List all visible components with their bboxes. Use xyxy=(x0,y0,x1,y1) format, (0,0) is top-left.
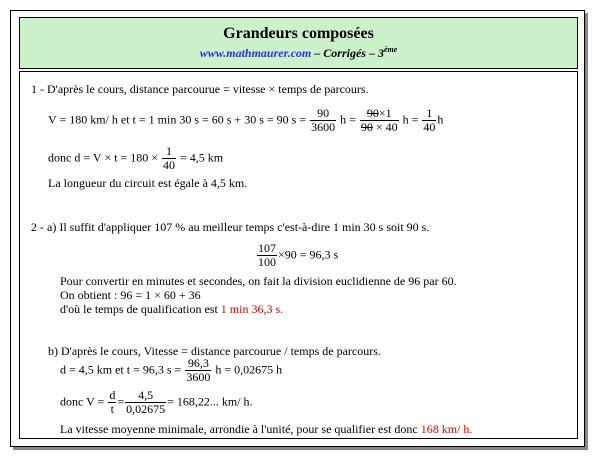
q2b-fraction-1 xyxy=(185,357,211,384)
q2b-f1-num: 96,3 xyxy=(185,357,211,371)
q1-h2: h = xyxy=(402,112,419,127)
q1-fraction-2 xyxy=(360,107,399,134)
q2b-f1-den: 3600 xyxy=(186,370,211,384)
q2a-fraction xyxy=(257,242,277,269)
q2a-f-num: 107 xyxy=(258,241,276,255)
q1-f2-num-rest: ×1 xyxy=(378,106,392,120)
q2a-line3 xyxy=(60,302,283,316)
q1-line2 xyxy=(48,145,223,172)
q1-line1-text: V = 180 km/ h et t = 1 min 30 s = 60 s + 30 s = 90 s = xyxy=(48,112,307,127)
subtitle-corriges: Corrigés – 3 xyxy=(323,46,384,60)
q2a-intro: 2 - a) Il suffit d'appliquer 107 % au meilleur temps c'est-à-dire 1 min 30 s soit 90 s. xyxy=(31,220,430,234)
q1-f2-num-strike: 90 xyxy=(366,106,379,120)
q1-f1-num: 90 xyxy=(310,107,336,121)
q2b-line1-text: d = 4,5 km et t = 96,3 s = xyxy=(60,362,182,377)
q2b-f3-den: 0,02675 xyxy=(126,402,166,416)
q1-h3: h xyxy=(437,112,444,127)
q1-line1 xyxy=(48,107,443,134)
q2b-intro: b) D'après le cours, Vitesse = distance parcourue / temps de parcours. xyxy=(48,344,381,358)
q2b-fraction-2 xyxy=(108,389,116,416)
q2b-f3-num: 4,5 xyxy=(125,389,166,403)
q2b-line3-text: La vitesse moyenne minimale, arrondie à l'unité, pour se qualifier est donc xyxy=(60,422,421,436)
q1-line2-text: donc d = V × t = 180 × xyxy=(48,150,158,165)
solution-box xyxy=(19,71,578,439)
q1-fraction-1 xyxy=(310,107,336,134)
q2b-f2-num: d xyxy=(109,388,116,402)
page-subtitle xyxy=(20,45,577,61)
subtitle-sep: – xyxy=(311,46,324,60)
q2a-line2: On obtient : 96 = 1 × 60 + 36 xyxy=(60,288,201,302)
q2b-line2 xyxy=(60,389,253,416)
q1-f3-den: 40 xyxy=(423,120,436,134)
header-box xyxy=(19,17,578,69)
q1-f2-den-strike: 90 xyxy=(360,120,373,134)
q2b-line1 xyxy=(60,357,282,384)
q1-f2-den-rest: × 40 xyxy=(372,120,398,134)
q2b-line2-text: donc V = xyxy=(60,394,105,409)
q2b-answer: 168 km/ h. xyxy=(420,422,473,436)
q1-f4-num: 1 xyxy=(162,145,176,159)
q1-f4-den: 40 xyxy=(162,158,175,172)
q1-intro: 1 - D'après le cours, distance parcourue = vitesse × temps de parcours. xyxy=(31,82,369,96)
page-title: Grandeurs composées xyxy=(223,25,374,42)
q2a-answer: 1 min 36,3 s. xyxy=(220,302,284,316)
q1-f3-num: 1 xyxy=(422,107,436,121)
q1-fraction-3 xyxy=(422,107,436,134)
q2b-f2-den: t xyxy=(110,402,114,416)
q2b-fraction-3 xyxy=(125,389,166,416)
q2a-calc-rest: ×90 = 96,3 s xyxy=(278,247,339,262)
q1-line2-result: = 4,5 km xyxy=(179,150,224,165)
q2b-line3 xyxy=(60,422,472,436)
q2b-eq: = xyxy=(117,394,125,409)
q2a-line3-text: d'où le temps de qualification est xyxy=(60,302,221,316)
subtitle-sup: ème xyxy=(383,45,398,54)
q1-f1-den: 3600 xyxy=(311,120,336,134)
q2b-line1-result: h = 0,02675 h xyxy=(215,362,283,377)
q2a-line1: Pour convertir en minutes et secondes, on fait la division euclidienne de 96 par 60. xyxy=(60,274,457,288)
page-frame xyxy=(10,10,585,447)
q1-line3: La longueur du circuit est égale à 4,5 km. xyxy=(48,176,248,190)
q2a-f-den: 100 xyxy=(258,255,276,269)
q1-h1: h = xyxy=(340,112,356,127)
q2a-calc xyxy=(256,242,338,269)
q2b-line2-result: = 168,22... km/ h. xyxy=(167,394,253,409)
q1-fraction-4 xyxy=(162,145,176,172)
site-link[interactable]: www.mathmaurer.com xyxy=(199,46,312,60)
